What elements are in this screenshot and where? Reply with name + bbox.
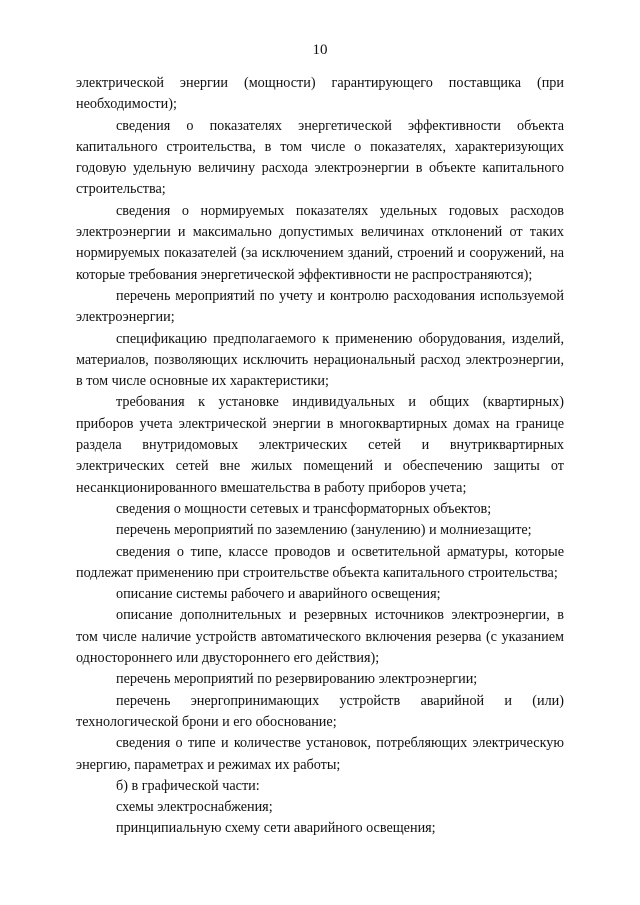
paragraph-metering-measures: перечень мероприятий по учету и контролю расходования используемой электроэнергии; [76,287,564,326]
page-number: 10 [312,42,328,58]
paragraph-network-capacity: сведения о мощности сетевых и трансформаторных объектов; [116,500,492,517]
paragraph-wires-fixtures: сведения о типе, классе проводов и осветительной арматуры, которые подлежат применению при строительстве объекта капитального строительства; [76,543,564,581]
paragraph-lighting-system: описание системы рабочего и аварийного освещения; [116,586,441,603]
paragraph-meter-installation: требования к установке индивидуальных и общих (квартирных) приборов учета электрической энергии в многоквартирных домах на границе раздела внутридомовых электрических сетей и внутриквартирных электрических сетей вне жилых помещений и обеспечению защиты от несанкционированного вмешательства в работу приборов учета; [76,394,564,496]
paragraph-redundancy-measures: перечень мероприятий по резервированию электроэнергии; [116,671,478,688]
paragraph-emergency-devices: перечень энергопринимающих устройств аварийной и (или) технологической брони и его обоснование; [76,692,564,730]
paragraph-normative-indicators: сведения о нормируемых показателях удельных годовых расходов электроэнергии и максимально допустимых величинах отклонений от таких нормируемых показателей (за исключением зданий, строений и сооружений, на которые требования энергетической эффективности не распространяются); [76,202,564,283]
paragraph-installations: сведения о типе и количестве установок, потребляющих электрическую энергию, параметрах и режимах их работы; [76,735,564,773]
paragraph-equipment-specification: спецификацию предполагаемого к применению оборудования, изделий, материалов, позволяющих исключить нерациональный расход электроэнергии, в том числе основные их характеристики; [76,330,564,390]
paragraph-backup-sources: описание дополнительных и резервных источников электроэнергии, в том числе наличие устройств автоматического включения резерва (с указанием одностороннего или двустороннего его действия); [76,607,564,667]
paragraph-emergency-lighting-scheme: принципиальную схему сети аварийного освещения; [116,820,436,837]
paragraph-grounding: перечень мероприятий по заземлению (занулению) и молниезащите; [116,522,532,539]
paragraph-graphic-part-heading: б) в графической части: [116,777,260,794]
paragraph-continuation: электрической энергии (мощности) гарантирующего поставщика (при необходимости); [76,75,564,113]
paragraph-energy-efficiency: сведения о показателях энергетической эффективности объекта капитального строительства, в том числе о показателях, характеризующих годовую удельную величину расхода электроэнергии в объекте капитального строительства; [76,117,564,198]
document-body [76,73,564,840]
paragraph-power-schemes: схемы электроснабжения; [116,799,273,816]
